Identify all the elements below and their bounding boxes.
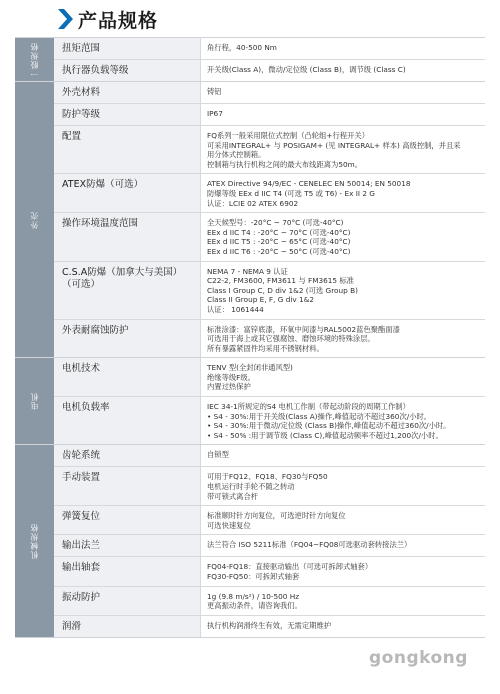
spec-row <box>54 262 485 320</box>
spec-label: 齿轮系统 <box>54 445 200 466</box>
chevron-right-icon <box>56 8 74 30</box>
spec-value <box>200 616 485 637</box>
spec-value-line: EEx d IIC T4 : -20°C ~ 70°C (可选-40°C) <box>207 227 351 237</box>
spec-value <box>200 262 485 319</box>
section-side-text: 电机 <box>30 392 39 411</box>
spec-value-line: 全天候型号：-20°C ~ 70°C (可选-40°C) <box>207 218 344 228</box>
watermark: gongkong <box>369 648 468 668</box>
spec-value-line: FQ04-FQ18：直接驱动输出（可选可拆卸式轴套） <box>207 562 373 572</box>
spec-value-line: 铸铝 <box>207 87 222 96</box>
spec-section <box>15 445 485 637</box>
spec-row <box>54 445 485 467</box>
spec-value-line: FQ30-FQ50：可拆卸式轴套 <box>207 572 300 581</box>
spec-value-line: Class I Group C, D div 1&2 (可选 Group B) <box>207 285 358 295</box>
section-side-label <box>15 445 54 636</box>
spec-value-line: 法兰符合 ISO 5211标准（FQ04~FQ08可选驱动套转接法兰） <box>207 540 412 550</box>
spec-value <box>200 213 485 260</box>
spec-label: C.S.A防爆（加拿大与美国） （可选） <box>54 262 200 319</box>
spec-value <box>200 397 485 444</box>
spec-value-line: • S4 - 30%:用于微动/定位级 (Class B)操作,峰值起动不超过360次/小时。 <box>207 421 451 431</box>
spec-value <box>200 60 485 81</box>
spec-value-line: 执行机构润滑终生有效，无需定期维护 <box>207 620 332 630</box>
page-title: 产品规格 <box>78 9 159 32</box>
spec-value-line: 更高振动条件，请咨询我们。 <box>207 601 302 611</box>
spec-value-line: 可选快速复位 <box>207 520 251 530</box>
spec-value <box>200 38 485 59</box>
spec-value-line: 控制箱与执行机构之间的最大布线距离为50m。 <box>207 159 363 169</box>
spec-value-line: 可用于FQ12、FQ18、FQ30与FQ50 <box>207 472 328 482</box>
spec-value-line: 防爆等级 EEx d IIC T4 (可选 T5 或 T6) - Ex II 2 G <box>207 188 375 198</box>
spec-section <box>15 82 485 358</box>
spec-value <box>200 467 485 505</box>
section-side-text: 机械规格 <box>30 523 39 560</box>
spec-value-line: 认证：LCIE 02 ATEX 6902 <box>207 198 299 208</box>
spec-label: 手动装置 <box>54 467 200 505</box>
spec-value-line: 可采用INTEGRAL+ 与 POSIGAM+ (见 INTEGRAL+ 样本) 高级控制，并且采 <box>207 140 461 150</box>
spec-row <box>54 535 485 557</box>
spec-row <box>54 616 485 637</box>
spec-row <box>54 60 485 81</box>
spec-label: 外表耐腐蚀防护 <box>54 320 200 358</box>
spec-row <box>54 38 485 60</box>
spec-label: 输出轴套 <box>54 557 200 585</box>
spec-label: 电机负载率 <box>54 397 200 444</box>
spec-value-line: 标准顺时针方向复位，可选逆时针方向复位 <box>207 511 346 521</box>
spec-value-line: 带可锁式离合杆 <box>207 491 259 501</box>
spec-value-line: EEx d IIC T6 : -20°C ~ 50°C (可选-40°C) <box>207 246 351 256</box>
spec-value <box>200 320 485 358</box>
spec-label: 防护等级 <box>54 104 200 125</box>
spec-row <box>54 82 485 104</box>
spec-label: 电机技术 <box>54 358 200 396</box>
spec-table <box>15 37 485 638</box>
spec-value-line: NEMA 7 - NEMA 9 认证 <box>207 266 288 276</box>
section-side-label <box>15 358 54 444</box>
spec-row <box>54 557 485 586</box>
spec-value-line: 自锁型 <box>207 450 229 460</box>
spec-row <box>54 397 485 444</box>
spec-row <box>54 213 485 261</box>
spec-value <box>200 358 485 396</box>
spec-value-line: FQ系列一般采用限位式控制（凸轮组+行程开关） <box>207 131 369 140</box>
spec-value <box>200 587 485 615</box>
spec-label: 润滑 <box>54 616 200 637</box>
spec-value <box>200 82 485 103</box>
spec-value-line: • S4 - 50% :用于调节级 (Class C),峰值起动频率不超过1,200次/小时。 <box>207 430 443 440</box>
spec-row <box>54 174 485 213</box>
spec-value-line: • S4 - 30%:用于开关级(Class A)操作,峰值起动不超过360次/小时。 <box>207 411 432 421</box>
spec-value-line: IEC 34-1所规定的S4 电机工作制（带起动阶段的周期工作制） <box>207 402 410 412</box>
section-side-text: 一般规格 <box>30 41 39 78</box>
spec-value-line: 用分体式控制箱。 <box>207 150 266 160</box>
spec-value-line: ATEX Directive 94/9/EC - CENELEC EN 50014; EN 50018 <box>207 179 411 189</box>
spec-value <box>200 535 485 556</box>
spec-row <box>54 358 485 397</box>
spec-value-line: 角行程，40-500 Nm <box>207 43 277 52</box>
spec-value <box>200 445 485 466</box>
spec-row <box>54 587 485 616</box>
spec-value-line: 绝缘等级F级。 <box>207 372 255 382</box>
spec-section <box>15 358 485 445</box>
spec-value-line: 1g (9.8 m/s²) / 10-500 Hz <box>207 591 300 601</box>
spec-value-line: 标准涂漆：富锌底漆，环氧中间漆与RAL5002蓝色聚酯面漆 <box>207 324 400 334</box>
spec-value-line: 开关级(Class A)，微动/定位级 (Class B)，调节级 (Class C) <box>207 65 406 74</box>
spec-value-line: 所有暴露紧固件均采用不锈钢材料。 <box>207 343 324 353</box>
spec-row <box>54 126 485 174</box>
section-side-label <box>15 38 54 81</box>
spec-value-line: 可选用于海上或其它强腐蚀、磨蚀环境的特殊涂层。 <box>207 334 375 344</box>
spec-value <box>200 506 485 534</box>
spec-row <box>54 104 485 126</box>
spec-label: 外壳材料 <box>54 82 200 103</box>
spec-label: 输出法兰 <box>54 535 200 556</box>
spec-value-line: 电机运行时手轮不随之转动 <box>207 482 295 492</box>
spec-value-line: Class II Group E, F, G div 1&2 <box>207 295 315 305</box>
spec-value <box>200 104 485 125</box>
section-header <box>56 6 158 32</box>
spec-value-line: IP67 <box>207 109 223 118</box>
spec-row <box>54 320 485 358</box>
spec-value <box>200 174 485 212</box>
spec-value-line: TENV 型(全封闭非通风型) <box>207 363 293 373</box>
spec-row <box>54 506 485 535</box>
spec-value-line: 认证： 1061444 <box>207 304 264 314</box>
spec-label: 振动防护 <box>54 587 200 615</box>
spec-label: 操作环境温度范围 <box>54 213 200 260</box>
spec-label: 执行器负载等级 <box>54 60 200 81</box>
spec-value-line: C22-2, FM3600, FM3611 与 FM3615 标准 <box>207 276 354 286</box>
spec-row <box>54 467 485 506</box>
spec-value <box>200 557 485 585</box>
spec-label: 弹簧复位 <box>54 506 200 534</box>
spec-section <box>15 37 485 82</box>
section-side-text: 外壳 <box>30 210 39 229</box>
spec-label: 配置 <box>54 126 200 173</box>
section-side-label <box>15 82 54 357</box>
spec-value-line: 内置过热保护 <box>207 382 251 392</box>
spec-value-line: EEx d IIC T5 : -20°C ~ 65°C (可选-40°C) <box>207 237 351 247</box>
spec-label: ATEX防爆（可选） <box>54 174 200 212</box>
spec-value <box>200 126 485 173</box>
spec-label: 扭矩范围 <box>54 38 200 59</box>
